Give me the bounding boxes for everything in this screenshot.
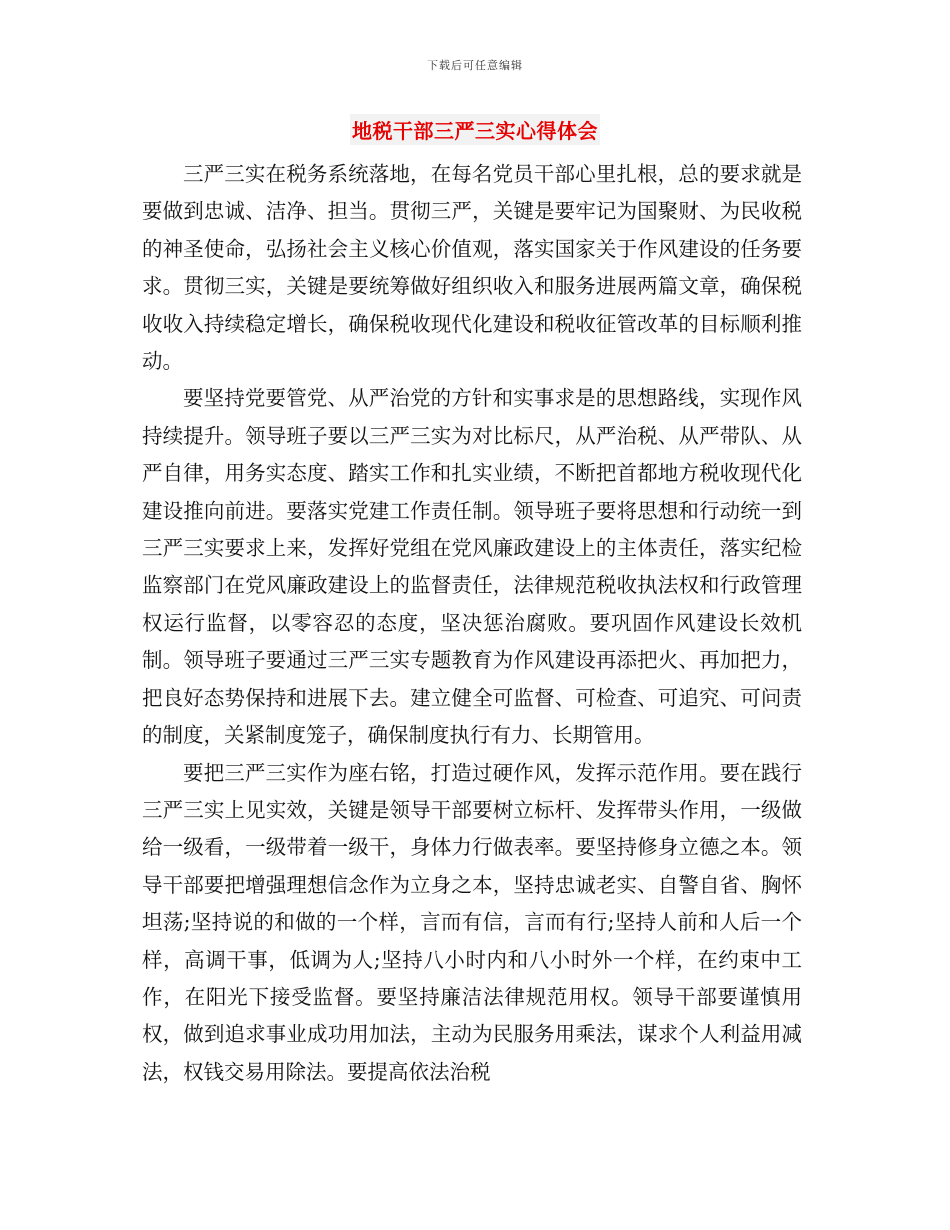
paragraph: 三严三实在税务系统落地，在每名党员干部心里扎根，总的要求就是要做到忠诚、洁净、担当。贯彻三严，关键是要牢记为国聚财、为民收税的神圣使命，弘扬社会主义核心价值观，落实国家关于作风建设的任务要求。贯彻三实，关键是要统筹做好组织收入和服务进展两篇文章，确保税收收入持续稳定增长，确保税收现代化建设和税收征管改革的目标顺利推动。	[142, 162, 802, 374]
document-body	[142, 156, 802, 1091]
document-title: 地税干部三严三实心得体会	[350, 114, 600, 145]
paragraph: 要把三严三实作为座右铭，打造过硬作风，发挥示范作用。要在践行三严三实上见实效，关键是领导干部要树立标杆、发挥带头作用，一级做给一级看，一级带着一级干，身体力行做表率。要坚持修身立德之本。领导干部要把增强理想信念作为立身之本，坚持忠诚老实、自警自省、胸怀坦荡;坚持说的和做的一个样，言而有信，言而有行;坚持人前和人后一个样，高调干事，低调为人;坚持八小时内和八小时外一个样，在约束中工作，在阳光下接受监督。要坚持廉洁法律规范用权。领导干部要谨慎用权，做到追求事业成功用加法，主动为民服务用乘法，谋求个人利益用减法，权钱交易用除法。要提高依法治税	[142, 760, 802, 1084]
paragraph: 要坚持党要管党、从严治党的方针和实事求是的思想路线，实现作风持续提升。领导班子要以三严三实为对比标尺，从严治税、从严带队、从严自律，用务实态度、踏实工作和扎实业绩，不断把首都地方税收现代化建设推向前进。要落实党建工作责任制。领导班子要将思想和行动统一到三严三实要求上来，发挥好党组在党风廉政建设上的主体责任，落实纪检监察部门在党风廉政建设上的监督责任，法律规范税收执法权和行政管理权运行监督，以零容忍的态度，坚决惩治腐败。要巩固作风建设长效机制。领导班子要通过三严三实专题教育为作风建设再添把火、再加把力，把良好态势保持和进展下去。建立健全可监督、可检查、可追究、可问责的制度，关紧制度笼子，确保制度执行有力、长期管用。	[142, 386, 802, 748]
header-note: 下载后可任意编辑	[427, 59, 523, 72]
title-container	[0, 114, 950, 145]
